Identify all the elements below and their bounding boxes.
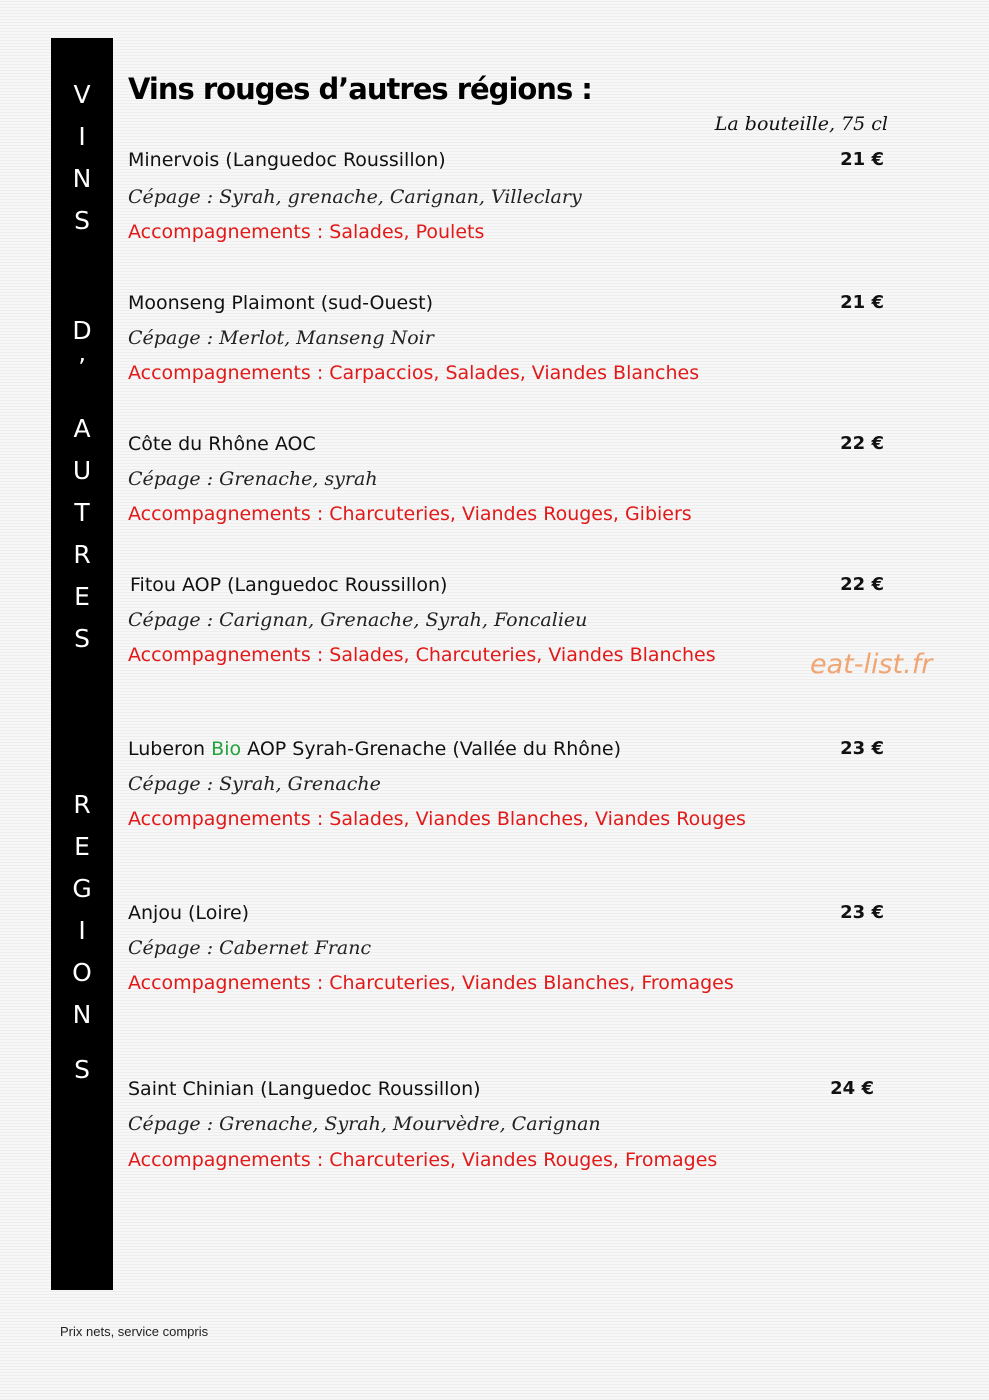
wine-name-part: Luberon xyxy=(128,738,212,760)
sidebar-letter: R xyxy=(73,790,91,819)
sidebar-letter: S xyxy=(74,1055,90,1084)
wine-price: 21 € xyxy=(840,292,884,313)
wine-name: Minervois (Languedoc Roussillon) xyxy=(128,149,446,171)
sidebar-letter: N xyxy=(72,164,92,193)
wine-price: 22 € xyxy=(840,574,884,595)
wine-cepage: Cépage : Grenache, Syrah, Mourvèdre, Carignan xyxy=(128,1113,601,1135)
wine-cepage: Cépage : Merlot, Manseng Noir xyxy=(128,327,434,349)
bio-label: Bio xyxy=(211,738,242,760)
sidebar-letter: E xyxy=(74,582,90,611)
sidebar-letter: E xyxy=(74,832,90,861)
sidebar-letter: T xyxy=(74,498,90,527)
wine-price: 23 € xyxy=(840,738,884,759)
wine-accompagnements: Accompagnements : Salades, Poulets xyxy=(128,221,485,243)
wine-name: Anjou (Loire) xyxy=(128,902,250,924)
footer-note: Prix nets, service compris xyxy=(60,1324,209,1339)
sidebar-letter: ’ xyxy=(78,353,86,382)
page-title: Vins rouges d’autres régions : xyxy=(128,72,592,106)
sidebar-letter: D xyxy=(72,316,92,345)
sidebar-letter: S xyxy=(74,206,90,235)
wine-cepage: Cépage : Syrah, Grenache xyxy=(128,773,381,795)
wine-accompagnements: Accompagnements : Carpaccios, Salades, Viandes Blanches xyxy=(128,362,700,384)
wine-name: Fitou AOP (Languedoc Roussillon) xyxy=(130,574,448,596)
wine-name: Saint Chinian (Languedoc Roussillon) xyxy=(128,1078,481,1100)
sidebar-letter: R xyxy=(73,540,91,569)
wine-name: Moonseng Plaimont (sud-Ouest) xyxy=(128,292,433,314)
wine-price: 21 € xyxy=(840,149,884,170)
wine-cepage: Cépage : Carignan, Grenache, Syrah, Foncalieu xyxy=(128,609,588,631)
sidebar-letter: V xyxy=(73,80,91,109)
sidebar-vertical-title xyxy=(51,38,113,1290)
wine-name: Côte du Rhône AOC xyxy=(128,433,316,455)
wine-cepage: Cépage : Cabernet Franc xyxy=(128,937,372,959)
sidebar-letter: O xyxy=(72,958,92,987)
wine-accompagnements: Accompagnements : Salades, Viandes Blanches, Viandes Rouges xyxy=(128,808,746,830)
wine-name-part: AOP Syrah-Grenache (Vallée du Rhône) xyxy=(241,738,622,760)
sidebar-letter: G xyxy=(72,874,92,903)
wine-name xyxy=(128,736,621,762)
sidebar-letter: U xyxy=(72,456,92,485)
wine-price: 24 € xyxy=(830,1078,874,1099)
wine-price: 23 € xyxy=(840,902,884,923)
wine-cepage: Cépage : Syrah, grenache, Carignan, Villeclary xyxy=(128,186,582,208)
wine-accompagnements: Accompagnements : Salades, Charcuteries, Viandes Blanches xyxy=(128,644,716,666)
wine-accompagnements: Accompagnements : Charcuteries, Viandes Blanches, Fromages xyxy=(128,972,734,994)
watermark: eat-list.fr xyxy=(810,649,933,680)
wine-price: 22 € xyxy=(840,433,884,454)
wine-accompagnements: Accompagnements : Charcuteries, Viandes Rouges, Gibiers xyxy=(128,503,692,525)
wine-accompagnements: Accompagnements : Charcuteries, Viandes Rouges, Fromages xyxy=(128,1149,718,1171)
sidebar-letter: A xyxy=(73,414,91,443)
bottle-unit-label: La bouteille, 75 cl xyxy=(714,113,888,135)
sidebar-letter: I xyxy=(78,916,86,945)
sidebar-letter: I xyxy=(78,122,86,151)
sidebar-letter: N xyxy=(72,1000,92,1029)
sidebar-letter: S xyxy=(74,624,90,653)
wine-cepage: Cépage : Grenache, syrah xyxy=(128,468,378,490)
